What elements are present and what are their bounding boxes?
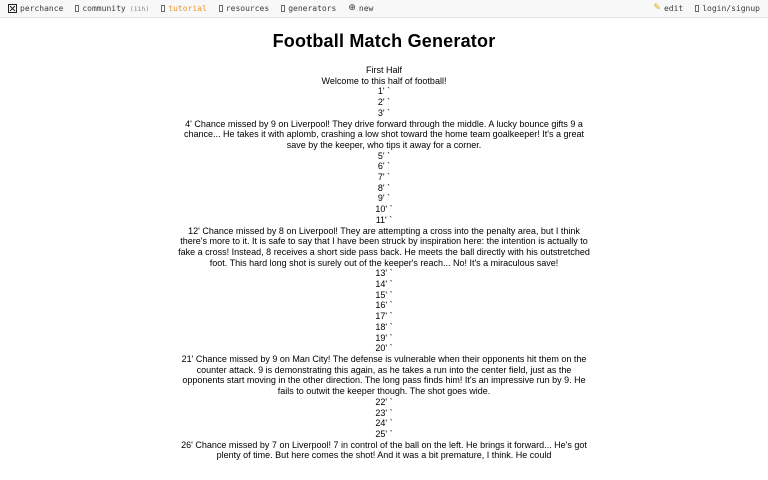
match-line: 22' ` bbox=[375, 396, 393, 407]
match-line: 21' Chance missed by 9 on Man City! The defense is vulnerable when their opponents hit them on the counter attack. 9 is demonstrating this again, as he takes a run into the center field, just as the opponents start moving in the other direction. The long pass finds him! It's an impressive run by 9. He fails to outwit the keeper though. The shot goes wide. bbox=[181, 353, 587, 397]
match-line: 2' ` bbox=[377, 97, 391, 108]
generators-icon bbox=[281, 5, 285, 12]
match-line: 12' Chance missed by 8 on Liverpool! They are attempting a cross into the penalty area, but I think there's more to it. It is safe to say that I have been struck by inspiration here: the intention is actually to fake a cross! Instead, 8 receives a short side pass back. He meets the ball directly with his outstretched foot. This hard long shot is surely out of the keeper's reach... No! It's a miraculous save! bbox=[178, 225, 590, 268]
resources-label: resources bbox=[225, 4, 270, 13]
perchance-home-link[interactable] bbox=[8, 4, 63, 13]
generators-label: generators bbox=[288, 4, 337, 13]
match-line: 14' ` bbox=[375, 279, 393, 290]
pencil-icon: ✎ bbox=[653, 3, 661, 13]
match-line: First Half bbox=[366, 65, 402, 75]
edit-label: edit bbox=[663, 4, 684, 13]
match-line: 4' Chance missed by 9 on Liverpool! They drive forward through the middle. A lucky bounce gifts 9 a chance... He takes it with aplomb, crashing a low shot toward the home team goalkeeper! It's a great save by the keeper, who tips it away for a corner. bbox=[184, 118, 584, 150]
page-title: Football Match Generator bbox=[272, 31, 496, 51]
match-line: Welcome to this half of football! bbox=[321, 75, 447, 86]
match-line: 19' ` bbox=[375, 332, 393, 343]
community-count: (11h) bbox=[129, 4, 150, 13]
match-line: 15' ` bbox=[375, 289, 393, 300]
match-line: 3' ` bbox=[377, 107, 391, 118]
nav-item-resources[interactable] bbox=[219, 4, 269, 13]
match-line: 7' ` bbox=[377, 172, 391, 183]
login-signup-label: login/signup bbox=[702, 4, 760, 13]
match-line: 8' ` bbox=[377, 182, 391, 193]
match-line: 11' ` bbox=[375, 214, 393, 225]
community-icon bbox=[75, 5, 79, 12]
edit-button[interactable] bbox=[653, 4, 683, 13]
match-line: 13' ` bbox=[375, 268, 393, 279]
match-line: 24' ` bbox=[375, 418, 393, 429]
community-label: community bbox=[82, 4, 126, 13]
new-label: new bbox=[358, 4, 374, 13]
match-output bbox=[177, 65, 591, 461]
match-line: 20' ` bbox=[375, 343, 393, 354]
login-signup-button[interactable] bbox=[695, 4, 760, 13]
top-navbar bbox=[0, 0, 768, 18]
match-line: 16' ` bbox=[375, 300, 393, 311]
generator-page bbox=[0, 31, 768, 461]
resources-icon bbox=[219, 5, 223, 12]
match-line: 26' Chance missed by 7 on Liverpool! 7 in control of the ball on the left. He brings it forward... He's got plenty of time. But here comes the shot! And it was a bit premature, I think. He could bbox=[181, 439, 587, 461]
match-line: 6' ` bbox=[377, 161, 391, 172]
perchance-label: perchance bbox=[20, 4, 64, 13]
nav-item-generators[interactable] bbox=[281, 4, 336, 13]
match-line: 23' ` bbox=[375, 407, 393, 418]
tutorial-label: tutorial bbox=[168, 4, 207, 13]
match-line: 1' ` bbox=[377, 86, 391, 97]
tutorial-icon bbox=[161, 5, 165, 12]
match-line: 25' ` bbox=[375, 428, 393, 439]
match-line: 9' ` bbox=[377, 193, 391, 204]
match-line: 10' ` bbox=[375, 204, 393, 215]
plus-circle-icon: ⊕ bbox=[348, 3, 356, 13]
nav-item-new[interactable] bbox=[348, 4, 373, 13]
perchance-logo-icon bbox=[8, 4, 17, 13]
match-line: 18' ` bbox=[375, 321, 393, 332]
nav-item-community[interactable] bbox=[75, 4, 149, 13]
nav-item-tutorial[interactable] bbox=[161, 4, 207, 13]
match-line: 5' ` bbox=[377, 150, 391, 161]
match-line: 17' ` bbox=[375, 311, 393, 322]
lock-icon bbox=[695, 5, 699, 12]
navbar-right-group bbox=[653, 4, 760, 13]
